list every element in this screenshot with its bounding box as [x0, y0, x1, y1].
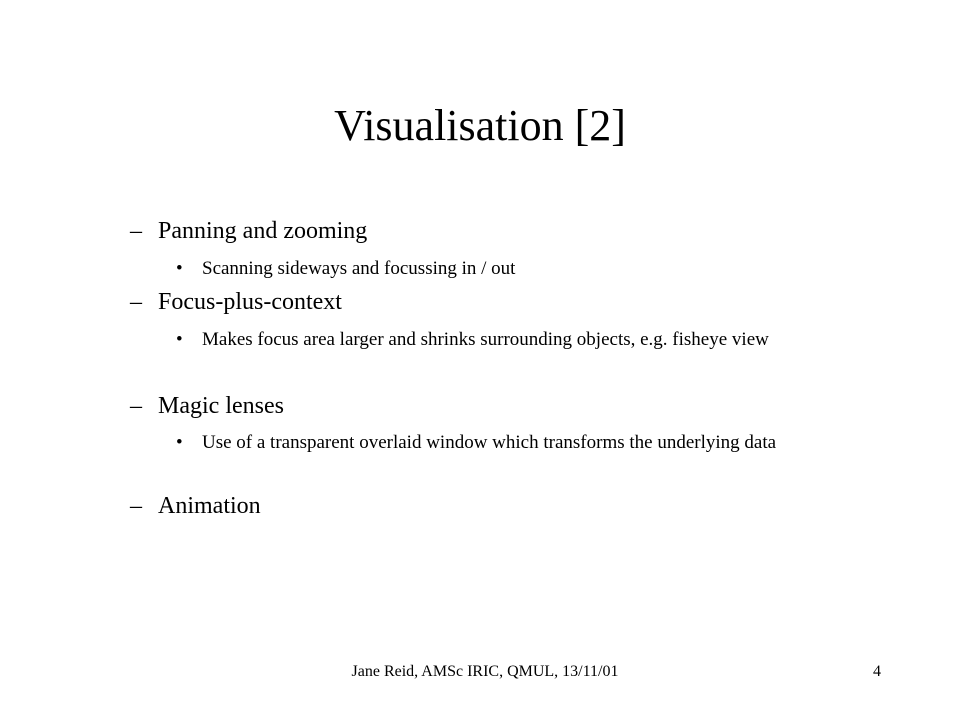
dash-marker: –: [130, 289, 142, 315]
list-item-animation: [130, 491, 261, 521]
footer-author: Jane Reid, AMSc IRIC, QMUL, 13/11/01: [351, 663, 619, 680]
page-number: 4: [873, 663, 881, 680]
sub-item-text: Makes focus area larger and shrinks surrounding objects, e.g. fisheye view: [202, 329, 769, 350]
sub-item-magic-lenses: [176, 430, 796, 456]
bullet-marker: •: [176, 329, 183, 350]
item-label: Focus-plus-context: [158, 289, 342, 315]
dash-marker: –: [130, 218, 142, 244]
slide-title: Visualisation [2]: [334, 101, 626, 150]
sub-item-text: Use of a transparent overlaid window which transforms the underlying data: [202, 432, 777, 453]
dash-marker: –: [130, 493, 142, 519]
item-label: Panning and zooming: [158, 218, 368, 244]
item-label: Animation: [158, 493, 261, 519]
sub-item-focus-plus-context: [176, 327, 876, 353]
sub-item-text: Scanning sideways and focussing in / out: [202, 258, 516, 279]
item-label: Magic lenses: [158, 393, 284, 419]
list-item-panning: [130, 216, 367, 246]
list-item-magic-lenses: [130, 391, 284, 421]
list-item-focus-plus-context: [130, 287, 342, 317]
bullet-marker: •: [176, 258, 183, 279]
dash-marker: –: [130, 393, 142, 419]
bullet-marker: •: [176, 432, 183, 453]
sub-item-panning: [176, 256, 896, 282]
